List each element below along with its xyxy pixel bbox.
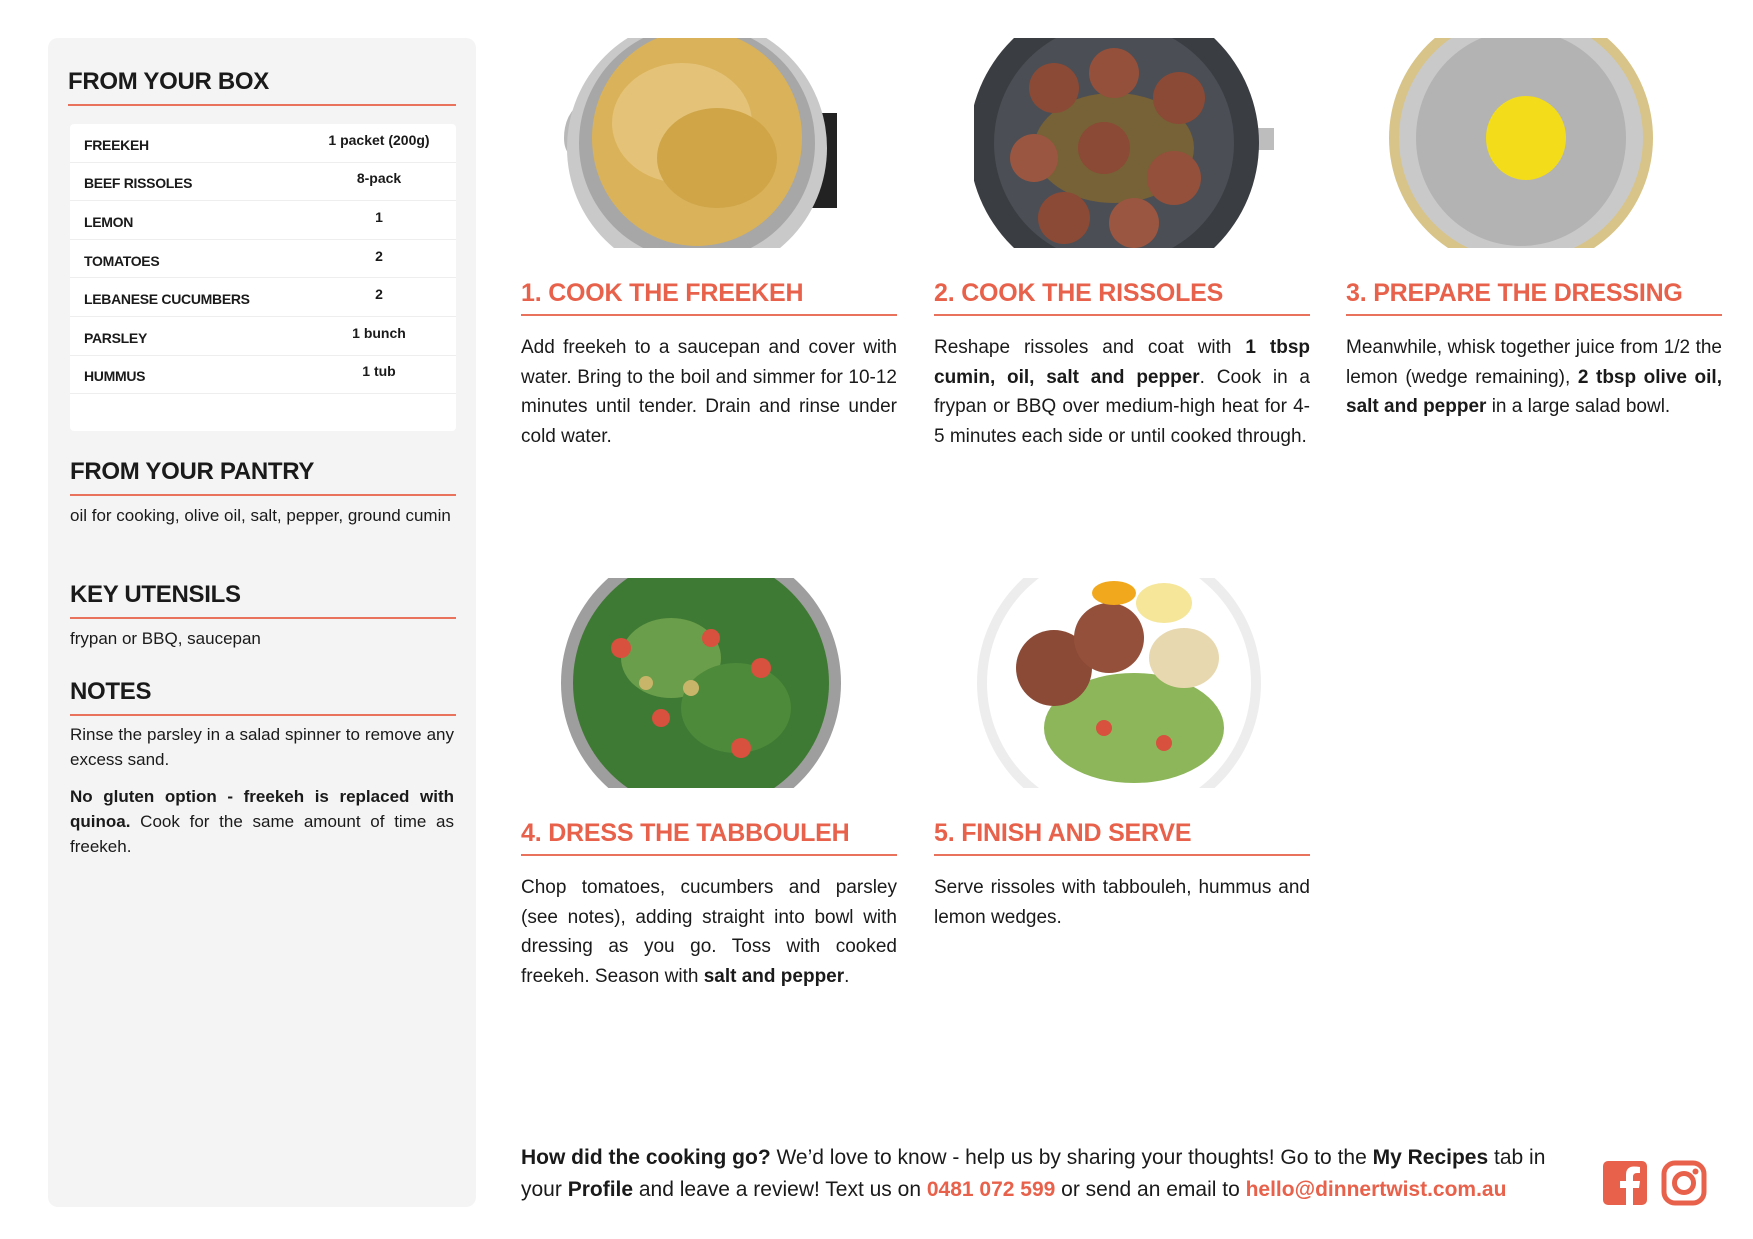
- key-utensils-heading: KEY UTENSILS: [70, 581, 456, 619]
- step-4-title: 4. DRESS THE TABBOULEH: [521, 819, 897, 856]
- step-4-text-1: Chop tomatoes, cucumbers and parsley (see notes), adding straight into bowl with dressing as you go. Toss with cooked freekeh. Season with: [521, 877, 897, 987]
- ingredient-qty: 1 packet (200g): [328, 131, 430, 148]
- step-2-text-1: Reshape rissoles and coat with: [934, 337, 1246, 358]
- utensils-text: frypan or BBQ, saucepan: [70, 629, 261, 648]
- plated-dish-photo: [974, 578, 1264, 788]
- step-4: [521, 578, 897, 998]
- step-3-text: [1346, 333, 1722, 422]
- dressing-photo: [1386, 38, 1656, 248]
- ingredient-row: [70, 356, 456, 395]
- email-link[interactable]: hello@dinnertwist.com.au: [1245, 1178, 1507, 1201]
- from-your-pantry-heading: FROM YOUR PANTRY: [70, 458, 456, 496]
- facebook-icon[interactable]: [1602, 1160, 1648, 1206]
- feedback-text: [521, 1142, 1581, 1206]
- step-4-text: [521, 873, 897, 991]
- tabbouleh-photo: [561, 578, 841, 788]
- notes-gluten-text: [70, 784, 454, 859]
- from-your-box-heading: FROM YOUR BOX: [68, 68, 456, 106]
- notes-heading: NOTES: [70, 678, 456, 716]
- step-5: [934, 578, 1310, 998]
- ingredient-name: PARSLEY: [84, 329, 147, 346]
- ingredient-qty: 2: [375, 286, 383, 303]
- feedback-text-3: and leave a review! Text us on: [633, 1178, 927, 1201]
- feedback-text-2: tab in your: [521, 1146, 1546, 1201]
- step-4-text-bold: salt and pepper: [703, 965, 845, 987]
- rissoles-photo: [974, 38, 1274, 248]
- my-recipes-label: My Recipes: [1372, 1146, 1489, 1169]
- ingredient-name: HUMMUS: [84, 368, 146, 385]
- notes-gluten-bold: No gluten option - freekeh is replaced with quinoa.: [70, 787, 454, 831]
- ingredient-row: [70, 163, 456, 202]
- instagram-icon[interactable]: [1661, 1160, 1707, 1206]
- step-5-title: 5. FINISH AND SERVE: [934, 819, 1310, 856]
- ingredient-qty: 1: [375, 208, 383, 225]
- phone-link[interactable]: 0481 072 599: [926, 1178, 1056, 1201]
- step-2: [934, 38, 1310, 498]
- notes-text: Rinse the parsley in a salad spinner to remove any excess sand.: [70, 725, 454, 769]
- ingredient-row: [70, 201, 456, 240]
- step-1-title: 1. COOK THE FREEKEH: [521, 279, 897, 316]
- ingredient-qty: 1 tub: [362, 363, 396, 380]
- ingredient-name: LEBANESE CUCUMBERS: [84, 291, 250, 308]
- ingredients-panel: [48, 38, 476, 1207]
- feedback-question: How did the cooking go?: [521, 1146, 771, 1169]
- step-3-text-1: Meanwhile, whisk together juice from 1/2 the lemon (wedge remaining),: [1346, 337, 1722, 388]
- ingredient-name: BEEF RISSOLES: [84, 175, 193, 192]
- ingredient-qty: 2: [375, 247, 383, 264]
- ingredient-row: [70, 124, 456, 163]
- ingredient-row: [70, 240, 456, 279]
- step-1-text: Add freekeh to a saucepan and cover with water. Bring to the boil and simmer for 10-12 minutes until tender. Drain and rinse under cold water.: [521, 337, 897, 447]
- freekeh-photo: [557, 38, 837, 248]
- ingredient-qty: 8-pack: [356, 170, 402, 187]
- step-3-text-bold: 2 tbsp olive oil, salt and pepper: [1346, 366, 1722, 417]
- ingredient-row: [70, 317, 456, 356]
- ingredients-table: [70, 124, 456, 431]
- step-2-text-2: . Cook in a frypan or BBQ over medium-high heat for 4-5 minutes each side or until cooked through.: [934, 366, 1311, 447]
- pantry-text: oil for cooking, olive oil, salt, pepper, ground cumin: [70, 506, 451, 525]
- step-1: [521, 38, 897, 458]
- profile-label: Profile: [567, 1178, 634, 1201]
- ingredient-name: TOMATOES: [84, 252, 160, 269]
- ingredient-name: LEMON: [84, 213, 134, 230]
- step-2-text-bold: 1 tbsp cumin, oil, salt and pepper: [934, 337, 1310, 388]
- ingredient-qty: 1 bunch: [352, 324, 406, 341]
- step-3: [1346, 38, 1722, 458]
- feedback-text-4: or send an email to: [1055, 1178, 1246, 1201]
- ingredient-name: FREEKEH: [84, 136, 149, 153]
- notes-gluten-rest: Cook for the same amount of time as freekeh.: [70, 812, 454, 856]
- step-2-title: 2. COOK THE RISSOLES: [934, 279, 1310, 316]
- step-2-text: [934, 333, 1310, 451]
- ingredient-row: [70, 278, 456, 317]
- step-4-text-2: .: [844, 965, 850, 987]
- step-3-title: 3. PREPARE THE DRESSING: [1346, 279, 1722, 316]
- step-3-text-2: in a large salad bowl.: [1486, 396, 1671, 417]
- step-5-text: Serve rissoles with tabbouleh, hummus and lemon wedges.: [934, 877, 1310, 928]
- feedback-text-1: We’d love to know - help us by sharing your thoughts! Go to the: [770, 1146, 1373, 1169]
